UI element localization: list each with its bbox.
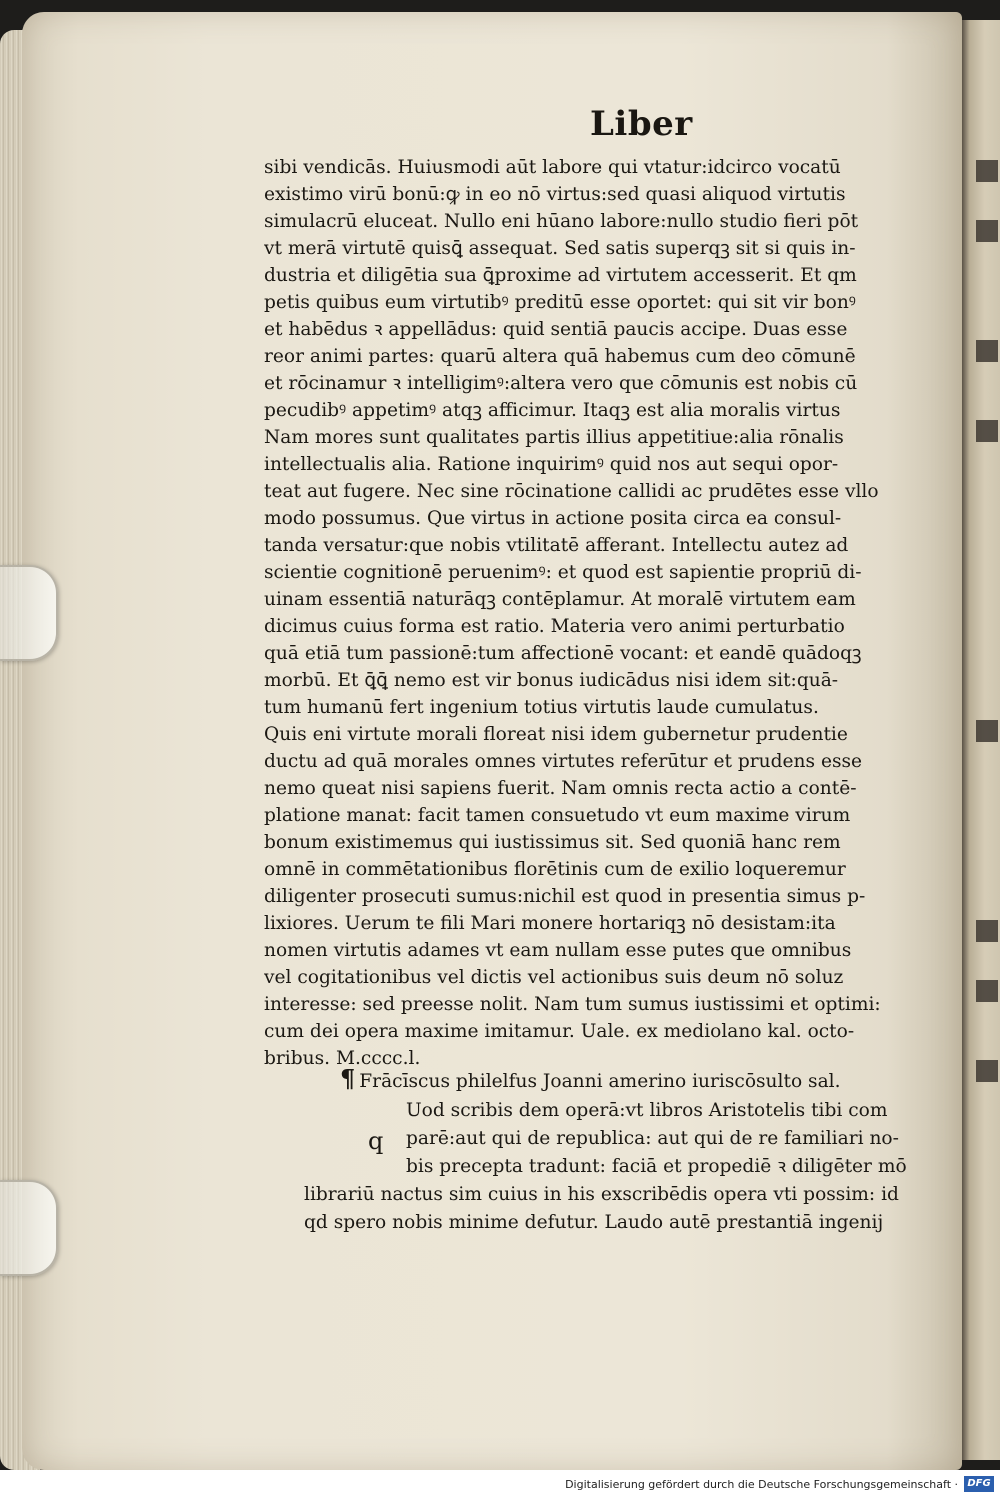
text-line: platione manat: facit tamen consuetudo vt eum maxime virum xyxy=(264,805,851,826)
text-line: vel cogitationibus vel dictis vel actionibus suis deum nō soluz xyxy=(264,967,844,988)
text-line: existimo virū bonū:ꝙ in eo nō virtus:sed quasi aliquod virtutis xyxy=(264,184,846,205)
letter-opening-indented xyxy=(406,1097,954,1181)
text-line: Nam mores sunt qualitates partis illius appetitiue:alia rōnalis xyxy=(264,427,844,448)
text-line: bonum existimemus qui iustissimus sit. Sed quoniā hanc rem xyxy=(264,832,841,853)
text-line: scientie cognitionē peruenimꝰ: et quod est sapientie propriū di- xyxy=(264,562,862,583)
text-line: Uod scribis dem operā:vt libros Aristotelis tibi com xyxy=(406,1100,888,1121)
text-line: dicimus cuius forma est ratio. Materia vero animi perturbatio xyxy=(264,616,845,637)
text-line: bis precepta tradunt: faciā et propediē ꝛ diligēter mō xyxy=(406,1156,907,1177)
text-line: reor animi partes: quarū altera quā habemus cum deo cōmunē xyxy=(264,346,856,367)
text-line: Quis eni virtute morali floreat nisi idem gubernetur prudentie xyxy=(264,724,848,745)
text-line: tanda versatur:que nobis vtilitatē afferant. Intellectu autez ad xyxy=(264,535,849,556)
footer-bar xyxy=(0,1470,1000,1500)
text-line: teat aut fugere. Nec sine rōcinatione callidi ac prudētes esse vllo xyxy=(264,481,879,502)
letter-opening-full xyxy=(304,1181,954,1237)
text-line: simulacrū eluceat. Nullo eni hūano labore:nullo studio fieri pōt xyxy=(264,211,859,232)
text-line: petis quibus eum virtutibꝰ preditū esse oportet: qui sit vir bonꝰ xyxy=(264,292,856,313)
text-line: lixiores. Uerum te fili Mari monere hortariqꝫ nō desistam:ita xyxy=(264,913,836,934)
text-line: quā etiā tum passionē:tum affectionē vocant: et eandē quādoqꝫ xyxy=(264,643,862,664)
text-line: et rōcinamur ꝛ intelligimꝰ:altera vero que cōmunis est nobis cū xyxy=(264,373,858,394)
text-line: vt merā virtutē quisꝗ̄ assequat. Sed satis superqꝫ sit si quis in- xyxy=(264,238,856,259)
funding-credit: Digitalisierung gefördert durch die Deutsche Forschungsgemeinschaft · xyxy=(565,1478,958,1491)
text-line: modo possumus. Que virtus in actione posita circa ea consul- xyxy=(264,508,842,529)
text-line: nemo queat nisi sapiens fuerit. Nam omnis recta actio a contē- xyxy=(264,778,857,799)
text-line: bribus. M.cccc.l. xyxy=(264,1048,421,1069)
letter-heading-text: Frācīscus philelfus Joanni amerino iuriscōsulto sal. xyxy=(359,1071,841,1092)
drop-cap-guide-letter: q xyxy=(368,1127,384,1155)
page-clip-lower xyxy=(0,1180,58,1276)
text-line: parē:aut qui de republica: aut qui de re familiari no- xyxy=(406,1128,899,1149)
facing-page-edge xyxy=(962,20,1000,1460)
text-line: cum dei opera maxime imitamur. Uale. ex mediolano kal. octo- xyxy=(264,1021,855,1042)
pilcrow-icon: ¶ xyxy=(340,1064,356,1093)
text-line: sibi vendicās. Huiusmodi aūt labore qui vtatur:idcirco vocatū xyxy=(264,157,841,178)
text-line: nomen virtutis adames vt eam nullam esse putes que omnibus xyxy=(264,940,852,961)
letter-heading xyxy=(340,1065,841,1095)
text-line: librariū nactus sim cuius in his exscribēdis opera vti possim: id xyxy=(304,1184,899,1205)
running-head: Liber xyxy=(590,104,693,144)
text-line: diligenter prosecuti sumus:nichil est quod in presentia simus p- xyxy=(264,886,866,907)
text-line: et habēdus ꝛ appellādus: quid sentiā paucis accipe. Duas esse xyxy=(264,319,848,340)
page-clip-upper xyxy=(0,565,58,661)
text-line: tum humanū fert ingenium totius virtutis laude cumulatus. xyxy=(264,697,819,718)
text-line: uinam essentiā naturāqꝫ contēplamur. At moralē virtutem eam xyxy=(264,589,856,610)
text-line: interesse: sed preesse nolit. Nam tum sumus iustissimi et optimi: xyxy=(264,994,881,1015)
text-line: ductu ad quā morales omnes virtutes referūtur et prudens esse xyxy=(264,751,863,772)
dfg-logo: DFG xyxy=(964,1476,994,1492)
text-line: pecudibꝰ appetimꝰ atqꝫ afficimur. Itaqꝫ est alia moralis virtus xyxy=(264,400,841,421)
text-line: morbū. Et ꝗ̄ꝗ̄ nemo est vir bonus iudicādus nisi idem sit:quā- xyxy=(264,670,839,691)
text-line: qd spero nobis minime defutur. Laudo autē prestantiā ingenij xyxy=(304,1212,884,1233)
main-text-block xyxy=(264,154,954,1072)
text-line: dustria et diligētia sua ꝗ̄proxime ad virtutem accesserit. Et qm xyxy=(264,265,857,286)
text-line: intellectualis alia. Ratione inquirimꝰ quid nos aut sequi opor- xyxy=(264,454,839,475)
text-line: omnē in commētationibus florētinis cum de exilio loqueremur xyxy=(264,859,846,880)
